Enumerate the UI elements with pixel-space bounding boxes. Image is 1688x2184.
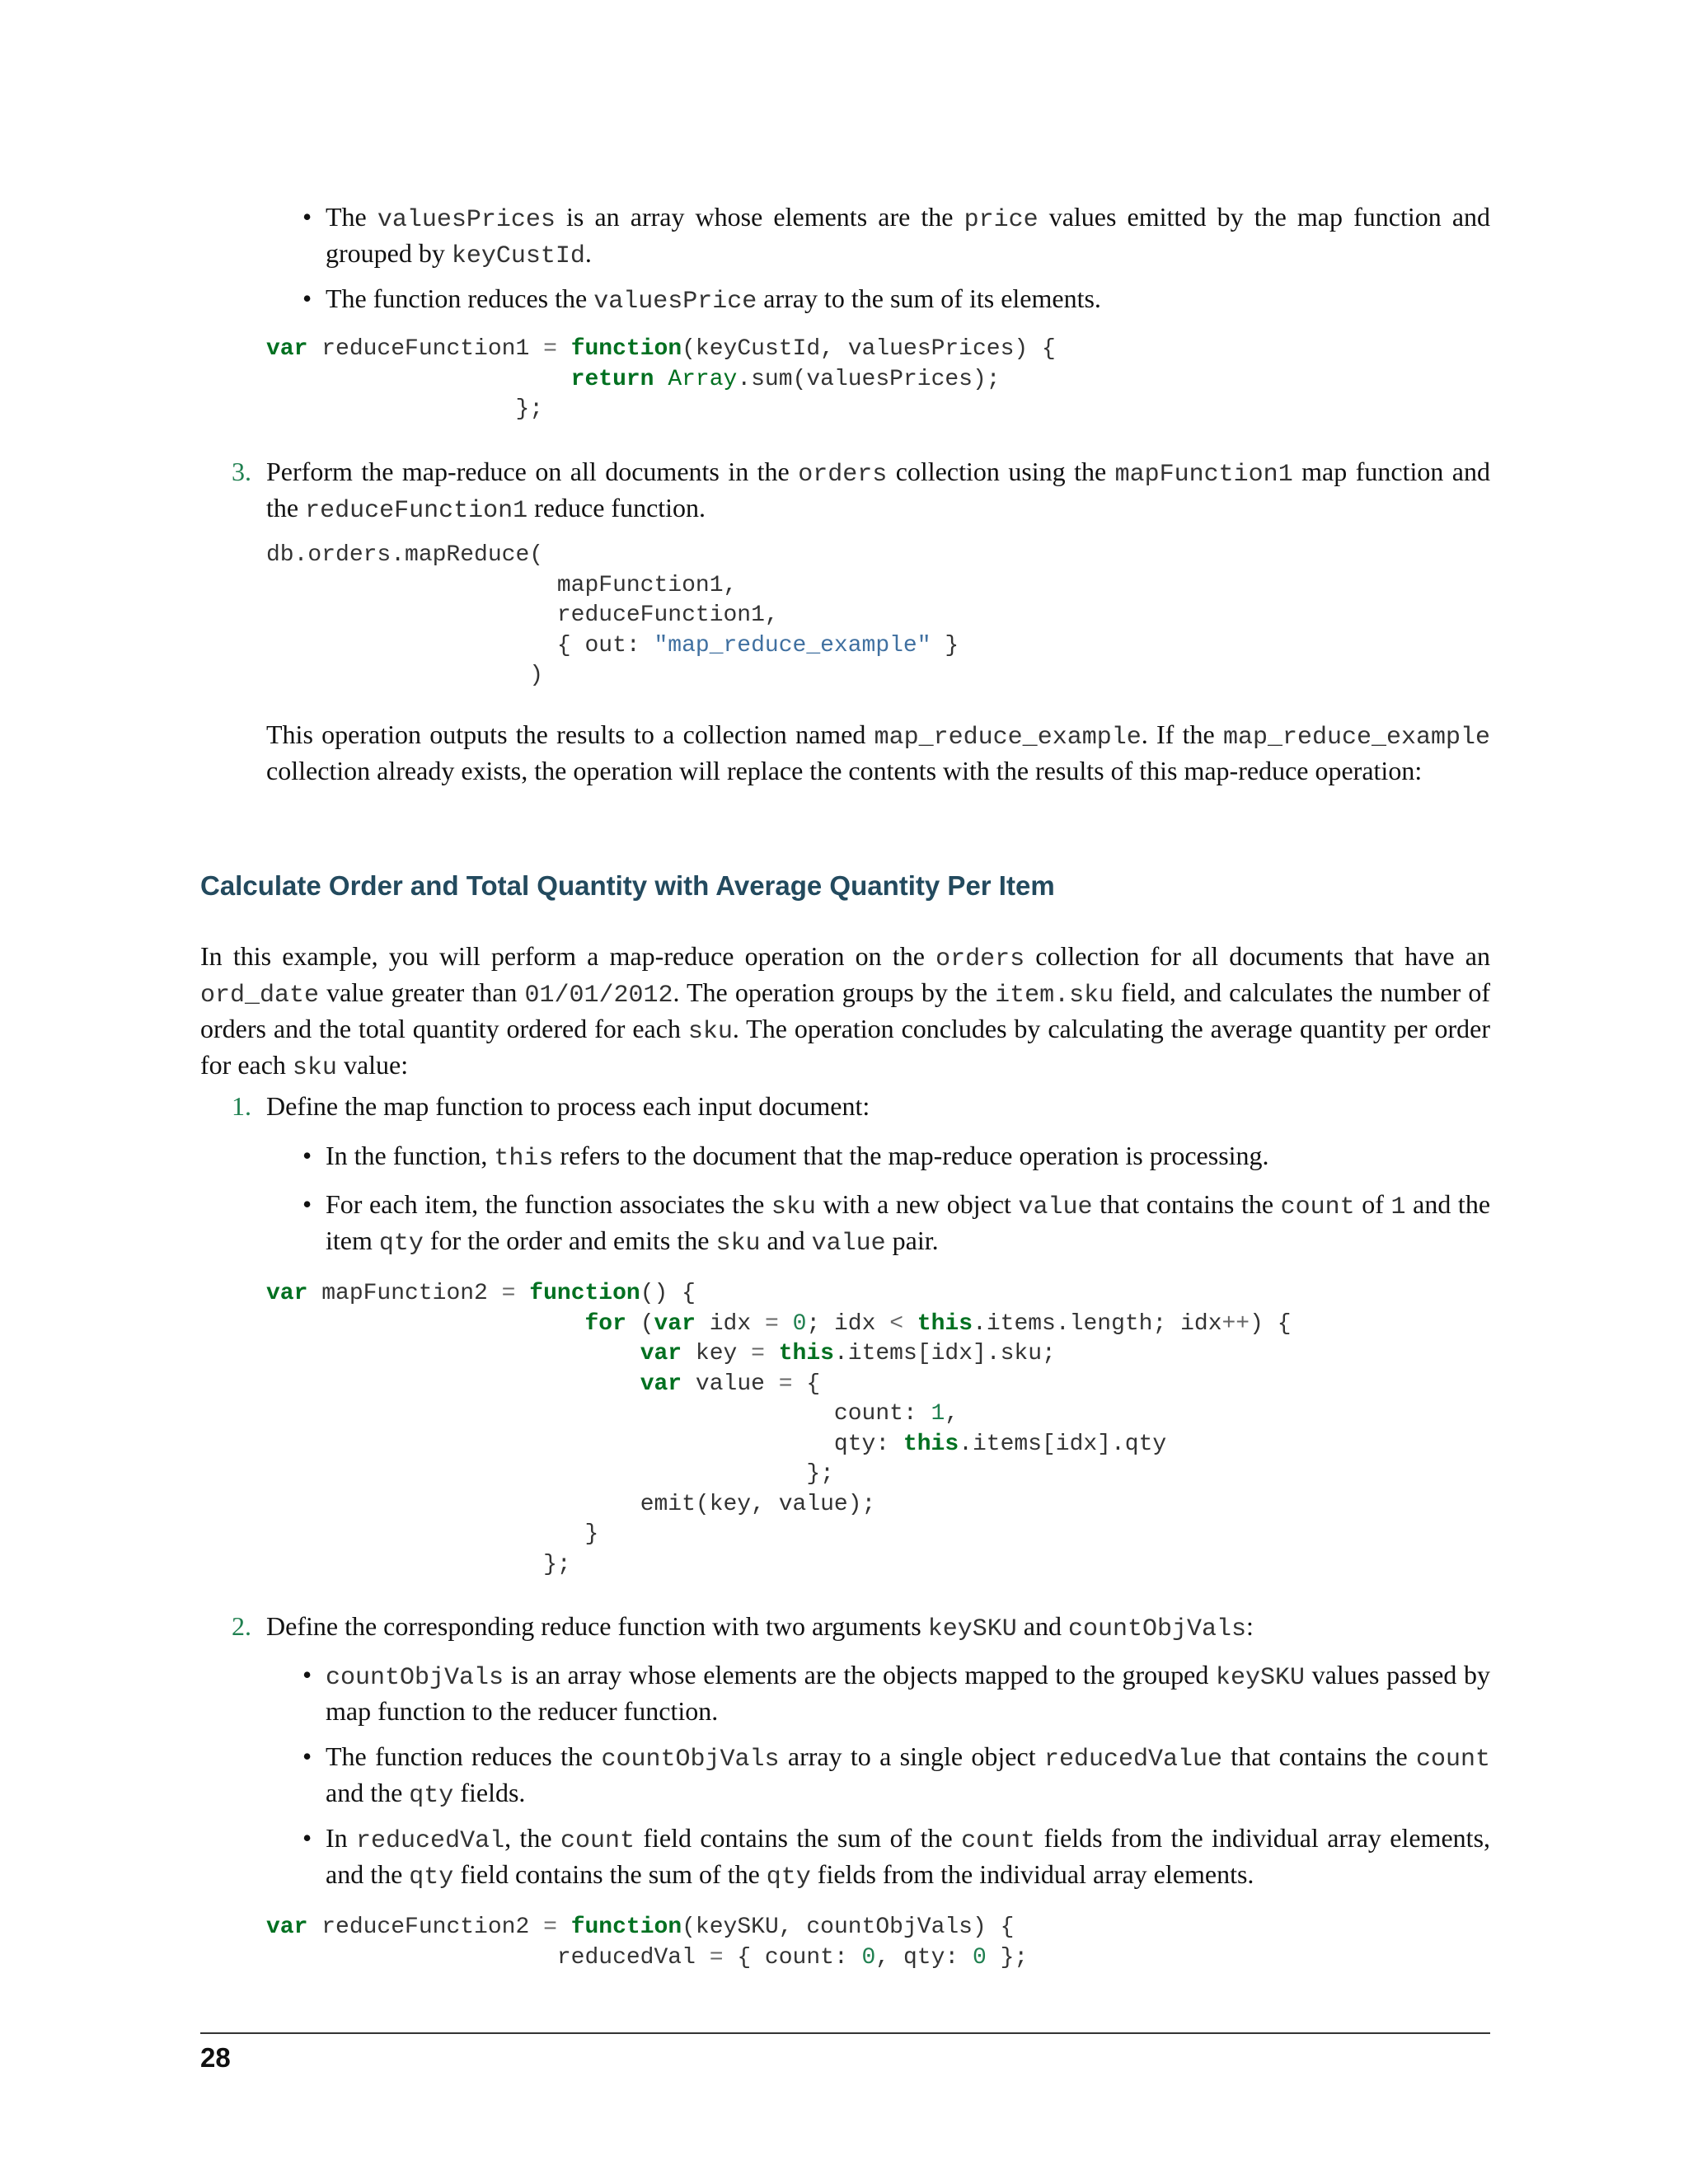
list-item: • For each item, the function associates the sku with a new object value that contains the count of 1 and the item qty for the order and emits the sku and value pair. bbox=[302, 1189, 1491, 1258]
bullet-icon: • bbox=[302, 284, 312, 313]
numbered-step-1: 1. Define the map function to process each input document: bbox=[232, 1091, 870, 1121]
intro-paragraph: In this example, you will perform a map-reduce operation on the orders collection for all documents that have an ord_date value greater than 01/01/2012. The operation groups by the item.sku field, and calculates the number of orders and the total quantity ordered for each sku. The operation concludes by calculating the average quantity per order for each sku value: bbox=[200, 941, 1491, 1082]
numbered-step-2: 2. Define the corresponding reduce function with two arguments keySKU and countObjVals: bbox=[232, 1611, 1254, 1643]
result-paragraph: This operation outputs the results to a collection named map_reduce_example. If the map_reduce_example collection already exists, the operation will replace the contents with the results of this map-reduce operation: bbox=[266, 719, 1491, 785]
bullet-icon: • bbox=[302, 1189, 312, 1219]
bullet-icon: • bbox=[302, 1660, 312, 1690]
bullet-icon: • bbox=[302, 1741, 312, 1771]
footer-divider bbox=[200, 2032, 1490, 2034]
code-block-map-reduce-call: db.orders.mapReduce( mapFunction1, reduceFunction1, { out: "map_reduce_example" } ) bbox=[266, 542, 959, 688]
bullet-icon: • bbox=[302, 1141, 312, 1170]
code-block-map-function-2: var mapFunction2 = function() { for (var idx = 0; idx < this.items.length; idx++) { var key = this.items[idx].sku; var value = { count: 1, qty: this.items[idx].qty }; emit(key, value); } }; bbox=[266, 1281, 1292, 1577]
list-item: • In reducedVal, the count field contains the sum of the count fields from the individual array elements, and the qty field contains the sum of the qty fields from the individual array elements. bbox=[302, 1823, 1491, 1891]
list-item: • The valuesPrices is an array whose elements are the price values emitted by the map function and grouped by keyCustId. bbox=[302, 202, 1491, 270]
list-item: • countObjVals is an array whose elements are the objects mapped to the grouped keySKU values passed by map function to the reducer function. bbox=[302, 1660, 1491, 1726]
bullet-icon: • bbox=[302, 202, 312, 232]
bullet-icon: • bbox=[302, 1823, 312, 1853]
numbered-step-3: 3. Perform the map-reduce on all documents in the orders collection using the mapFunction1 map function and the reduceFunction1 reduce function. bbox=[232, 457, 1490, 525]
code-block-reduce-function-2: var reduceFunction2 = function(keySKU, countObjVals) { reducedVal = { count: 0, qty: 0 }; bbox=[266, 1915, 1029, 1971]
list-item: • In the function, this refers to the document that the map-reduce operation is processing. bbox=[302, 1141, 1269, 1173]
list-item: • The function reduces the countObjVals array to a single object reducedValue that contains the count and the qty fields. bbox=[302, 1741, 1491, 1810]
section-heading: Calculate Order and Total Quantity with Average Quantity Per Item bbox=[200, 870, 1055, 901]
code-block-reduce-function-1: var reduceFunction1 = function(keyCustId, valuesPrices) { return Array.sum(valuesPrices); }; bbox=[266, 336, 1056, 422]
page-number: 28 bbox=[200, 2042, 231, 2073]
list-item: • The function reduces the valuesPrice array to the sum of its elements. bbox=[302, 284, 1101, 316]
